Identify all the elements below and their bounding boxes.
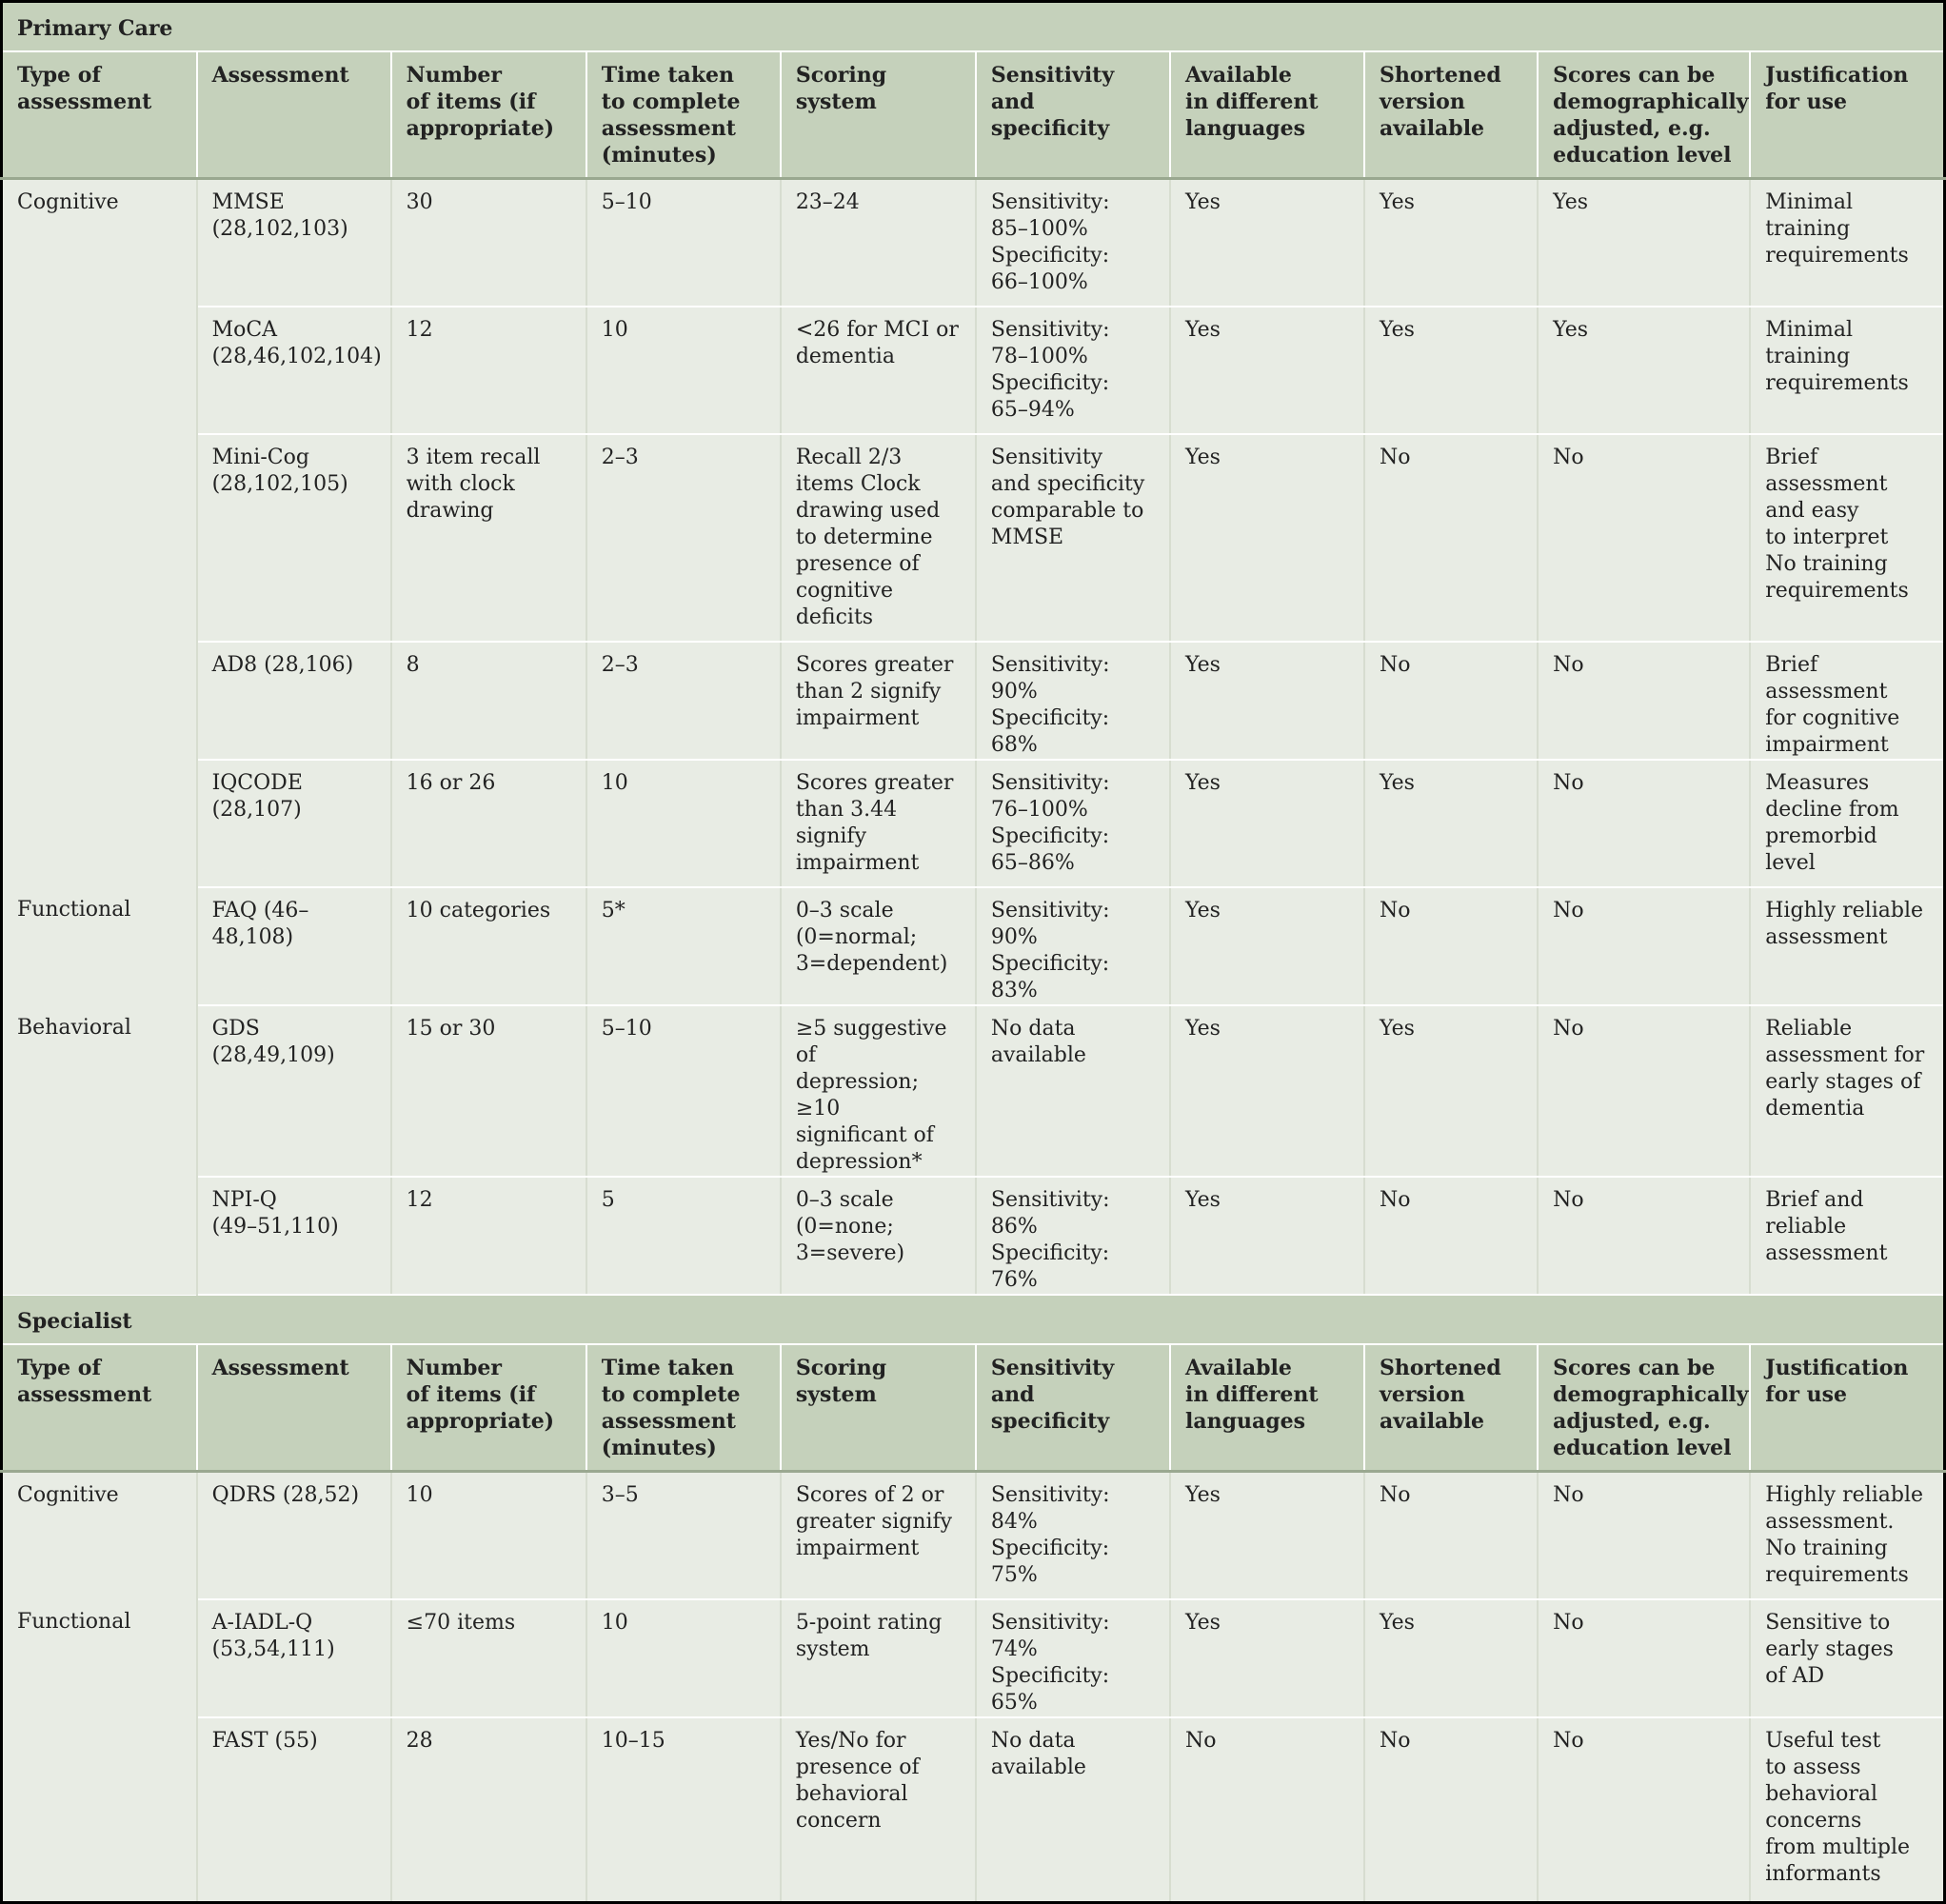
table-cell: Yes <box>1170 760 1364 887</box>
table-cell: FAST (55) <box>197 1717 391 1903</box>
table-cell: ≥5 suggestive of depression; ≥10 significant of depression* <box>781 1005 976 1177</box>
assessment-type-cell: Behavioral <box>2 1005 197 1295</box>
column-header: Number of items (if appropriate) <box>391 51 586 179</box>
table-cell: 10 <box>391 1472 586 1599</box>
table-cell: Yes <box>1170 642 1364 760</box>
table-cell: 2–3 <box>586 642 781 760</box>
table-cell: Sensitivity: 90% Specificity: 68% <box>976 642 1170 760</box>
table-cell: 30 <box>391 179 586 307</box>
table-cell: Reliable assessment for early stages of dementia <box>1750 1005 1944 1177</box>
table-cell: NPI-Q (49–51,110) <box>197 1177 391 1295</box>
section-row <box>2 2 1945 51</box>
table-cell: Brief assessment and easy to interpret No training requirements <box>1750 434 1944 642</box>
table-row <box>2 434 1945 642</box>
table-cell: Scores greater than 3.44 signify impairment <box>781 760 976 887</box>
column-header: Available in different languages <box>1170 1344 1364 1472</box>
table-cell: 10 <box>586 307 781 434</box>
table-cell: FAQ (46–48,108) <box>197 887 391 1005</box>
table-cell: IQCODE (28,107) <box>197 760 391 887</box>
table-cell: 5–10 <box>586 179 781 307</box>
table-cell: 15 or 30 <box>391 1005 586 1177</box>
table-cell: Useful test to assess behavioral concerns from multiple informants <box>1750 1717 1944 1903</box>
column-header: Assessment <box>197 51 391 179</box>
table-cell: 3–5 <box>586 1472 781 1599</box>
table-cell: Yes <box>1170 1599 1364 1717</box>
table-cell: Yes <box>1538 179 1750 307</box>
table-cell: Yes <box>1170 887 1364 1005</box>
table-cell: 0–3 scale (0=normal; 3=dependent) <box>781 887 976 1005</box>
section-title: Specialist <box>2 1295 1945 1344</box>
table-cell: Yes <box>1170 1005 1364 1177</box>
table-cell: AD8 (28,106) <box>197 642 391 760</box>
table-cell: No <box>1364 434 1538 642</box>
column-header: Available in different languages <box>1170 51 1364 179</box>
assessment-type-cell: Functional <box>2 887 197 1005</box>
column-header-row <box>2 51 1945 179</box>
table-cell: 2–3 <box>586 434 781 642</box>
column-header: Time taken to complete assessment (minutes) <box>586 51 781 179</box>
table-cell: No <box>1364 1472 1538 1599</box>
table-cell: Yes <box>1170 1177 1364 1295</box>
table-cell: Yes <box>1364 760 1538 887</box>
table-cell: ≤70 items <box>391 1599 586 1717</box>
table-cell: No <box>1364 1177 1538 1295</box>
table-cell: 3 item recall with clock drawing <box>391 434 586 642</box>
column-header: Shortened version available <box>1364 51 1538 179</box>
table-cell: Yes <box>1364 307 1538 434</box>
table-cell: 5–10 <box>586 1005 781 1177</box>
table-cell: Sensitivity: 78–100% Specificity: 65–94% <box>976 307 1170 434</box>
table-cell: No <box>1538 1005 1750 1177</box>
table-cell: Yes <box>1170 307 1364 434</box>
table-cell: Sensitivity: 74% Specificity: 65% <box>976 1599 1170 1717</box>
table-cell: Sensitivity: 84% Specificity: 75% <box>976 1472 1170 1599</box>
table-cell: Yes <box>1170 179 1364 307</box>
table-cell: 23–24 <box>781 179 976 307</box>
column-header-row <box>2 1344 1945 1472</box>
table-cell: No <box>1364 642 1538 760</box>
table-cell: GDS (28,49,109) <box>197 1005 391 1177</box>
table-cell: Brief and reliable assessment <box>1750 1177 1944 1295</box>
table-cell: Mini-Cog (28,102,105) <box>197 434 391 642</box>
table-row <box>2 1717 1945 1903</box>
table-cell: Yes <box>1538 307 1750 434</box>
table-cell: 5* <box>586 887 781 1005</box>
table-row <box>2 1005 1945 1177</box>
column-header: Scoring system <box>781 1344 976 1472</box>
column-header: Scores can be demographically adjusted, e.g. education level <box>1538 1344 1750 1472</box>
table-cell: 5 <box>586 1177 781 1295</box>
table-cell: 0–3 scale (0=none; 3=severe) <box>781 1177 976 1295</box>
table-cell: Yes <box>1170 1472 1364 1599</box>
table-cell: 12 <box>391 1177 586 1295</box>
table-cell: A-IADL-Q (53,54,111) <box>197 1599 391 1717</box>
table-cell: 10–15 <box>586 1717 781 1903</box>
column-header: Sensitivity and specificity <box>976 51 1170 179</box>
section-row <box>2 1295 1945 1344</box>
column-header: Justification for use <box>1750 1344 1944 1472</box>
table-cell: 8 <box>391 642 586 760</box>
table-cell: Scores greater than 2 signify impairment <box>781 642 976 760</box>
table-cell: Minimal training requirements <box>1750 307 1944 434</box>
table-cell: 12 <box>391 307 586 434</box>
table-row <box>2 760 1945 887</box>
column-header: Scores can be demographically adjusted, e.g. education level <box>1538 51 1750 179</box>
table-cell: No data available <box>976 1005 1170 1177</box>
table-cell: 10 <box>586 1599 781 1717</box>
table-cell: MMSE (28,102,103) <box>197 179 391 307</box>
table-cell: No <box>1538 434 1750 642</box>
assessment-type-cell: Cognitive <box>2 1472 197 1599</box>
table-row <box>2 1472 1945 1599</box>
table-row <box>2 642 1945 760</box>
table-cell: 5-point rating system <box>781 1599 976 1717</box>
column-header: Assessment <box>197 1344 391 1472</box>
table-cell: <26 for MCI or dementia <box>781 307 976 434</box>
column-header: Type of assessment <box>2 1344 197 1472</box>
table-cell: No <box>1538 1472 1750 1599</box>
table-cell: No <box>1538 1599 1750 1717</box>
table-row <box>2 179 1945 307</box>
table-cell: No <box>1538 1177 1750 1295</box>
table-cell: No <box>1538 760 1750 887</box>
table-cell: No <box>1364 887 1538 1005</box>
table-cell: No data available <box>976 1717 1170 1903</box>
table-cell: Yes <box>1170 434 1364 642</box>
table-cell: 28 <box>391 1717 586 1903</box>
table-cell: No <box>1538 887 1750 1005</box>
table-cell: 16 or 26 <box>391 760 586 887</box>
column-header: Time taken to complete assessment (minutes) <box>586 1344 781 1472</box>
table-row <box>2 1599 1945 1717</box>
table-cell: Sensitivity: 76–100% Specificity: 65–86% <box>976 760 1170 887</box>
table-cell: Sensitivity: 90% Specificity: 83% <box>976 887 1170 1005</box>
table-cell: No <box>1170 1717 1364 1903</box>
table-cell: MoCA (28,46,102,104) <box>197 307 391 434</box>
table-cell: Sensitivity and specificity comparable to MMSE <box>976 434 1170 642</box>
table-cell: 10 <box>586 760 781 887</box>
column-header: Sensitivity and specificity <box>976 1344 1170 1472</box>
column-header: Scoring system <box>781 51 976 179</box>
table-cell: Yes <box>1364 179 1538 307</box>
table-row <box>2 1177 1945 1295</box>
table-cell: Brief assessment for cognitive impairment <box>1750 642 1944 760</box>
section-title: Primary Care <box>2 2 1945 51</box>
table-cell: QDRS (28,52) <box>197 1472 391 1599</box>
column-header: Shortened version available <box>1364 1344 1538 1472</box>
table-cell: 10 categories <box>391 887 586 1005</box>
table-cell: No <box>1538 1717 1750 1903</box>
table-cell: Measures decline from premorbid level <box>1750 760 1944 887</box>
table-cell: Sensitivity: 85–100% Specificity: 66–100% <box>976 179 1170 307</box>
table-row <box>2 887 1945 1005</box>
column-header: Justification for use <box>1750 51 1944 179</box>
column-header: Type of assessment <box>2 51 197 179</box>
table-cell: Yes <box>1364 1599 1538 1717</box>
table-cell: Highly reliable assessment <box>1750 887 1944 1005</box>
table-cell: Highly reliable assessment. No training requirements <box>1750 1472 1944 1599</box>
table-cell: Sensitivity: 86% Specificity: 76% <box>976 1177 1170 1295</box>
table-cell: Yes <box>1364 1005 1538 1177</box>
table-cell: Recall 2/3 items Clock drawing used to determine presence of cognitive deficits <box>781 434 976 642</box>
table-row <box>2 307 1945 434</box>
table-cell: No <box>1538 642 1750 760</box>
assessment-type-cell: Functional <box>2 1599 197 1903</box>
assessment-type-cell: Cognitive <box>2 179 197 887</box>
table-cell: Sensitive to early stages of AD <box>1750 1599 1944 1717</box>
table-cell: No <box>1364 1717 1538 1903</box>
table-cell: Minimal training requirements <box>1750 179 1944 307</box>
column-header: Number of items (if appropriate) <box>391 1344 586 1472</box>
table-cell: Yes/No for presence of behavioral concern <box>781 1717 976 1903</box>
table-cell: Scores of 2 or greater signify impairment <box>781 1472 976 1599</box>
